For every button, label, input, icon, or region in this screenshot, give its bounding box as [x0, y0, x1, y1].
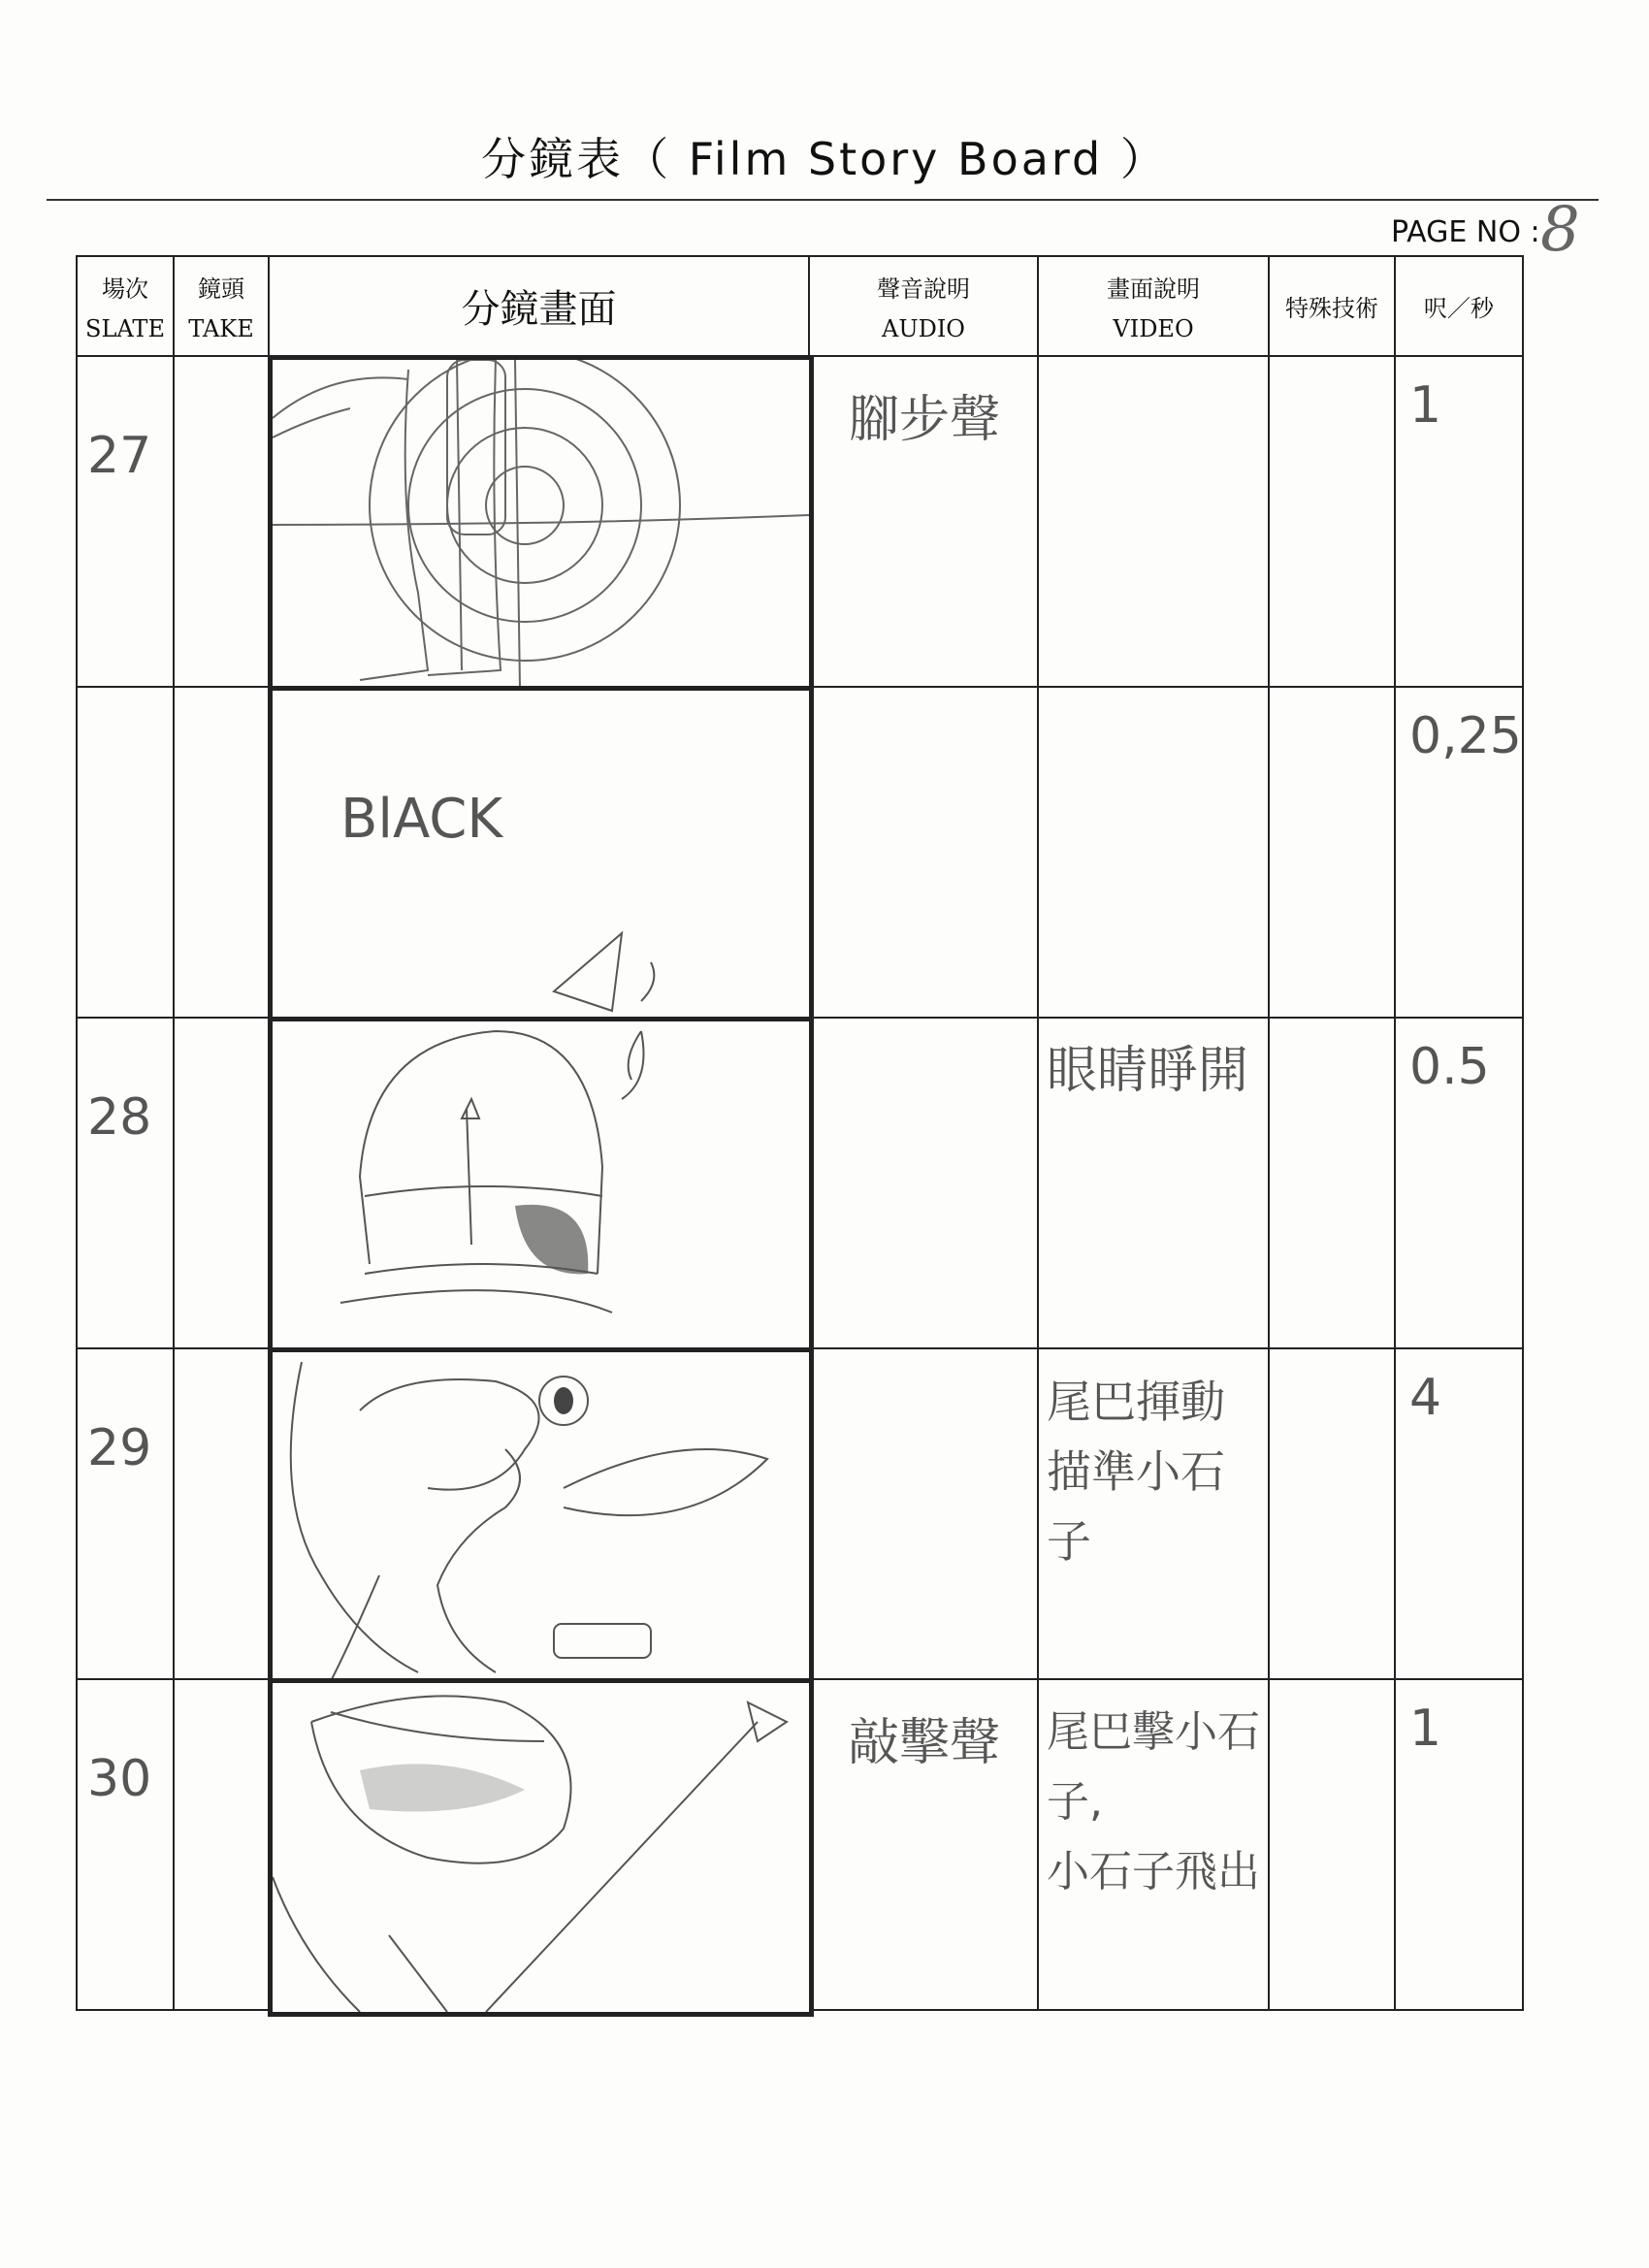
col-special: 特殊技術 [1269, 256, 1395, 356]
page-number-value: 8 [1540, 194, 1580, 266]
panel-sketch-eye-opening [273, 1021, 809, 1350]
panel-sketch-tail-swing [273, 1352, 809, 1681]
audio-value: 敲擊聲 [849, 1714, 1001, 1772]
panel-text: BlACK [340, 788, 503, 851]
storyboard-table [76, 255, 1524, 2011]
page-number-label: PAGE NO : [1391, 215, 1540, 249]
table-row [77, 1348, 1523, 1679]
audio-value: 腳步聲 [849, 391, 1001, 449]
col-video: 畫面說明 VIDEO [1038, 256, 1269, 356]
time-value: 1 [1409, 376, 1442, 435]
video-value: 眼睛睜開 [1047, 1042, 1249, 1100]
col-frame: 分鏡畫面 [269, 256, 809, 356]
video-value: 尾巴揮動 描準小石子 [1047, 1376, 1225, 1568]
panel-sketch-footsteps [273, 360, 809, 689]
table-row [77, 1679, 1523, 2010]
time-value: 1 [1409, 1700, 1442, 1758]
col-slate: 場次 SLATE [77, 256, 174, 356]
title-rule [47, 199, 1599, 201]
storyboard-panel [268, 1678, 814, 2017]
slate-value: 27 [87, 427, 152, 485]
storyboard-panel [268, 355, 814, 694]
col-time: 呎／秒 [1395, 256, 1523, 356]
storyboard-panel [268, 1017, 814, 1355]
table-row [77, 687, 1523, 1018]
storyboard-panel [268, 686, 814, 1024]
table-row [77, 356, 1523, 687]
col-take: 鏡頭 TAKE [174, 256, 269, 356]
header-row [77, 256, 1523, 356]
slate-value: 30 [87, 1750, 152, 1808]
panel-sketch-ear-tip [273, 691, 809, 1020]
time-value: 0.5 [1409, 1038, 1490, 1096]
panel-sketch-tail-hit [273, 1683, 809, 2012]
slate-value: 29 [87, 1419, 152, 1477]
slate-value: 28 [87, 1088, 152, 1147]
time-value: 0,25 [1409, 707, 1522, 765]
col-audio: 聲音說明 AUDIO [809, 256, 1038, 356]
storyboard-panel [268, 1347, 814, 1686]
video-value: 尾巴擊小石子, 小石子飛出 [1047, 1707, 1260, 1896]
page-title: 分鏡表（ Film Story Board ） [481, 133, 1168, 185]
time-value: 4 [1409, 1369, 1442, 1427]
table-row [77, 1018, 1523, 1348]
